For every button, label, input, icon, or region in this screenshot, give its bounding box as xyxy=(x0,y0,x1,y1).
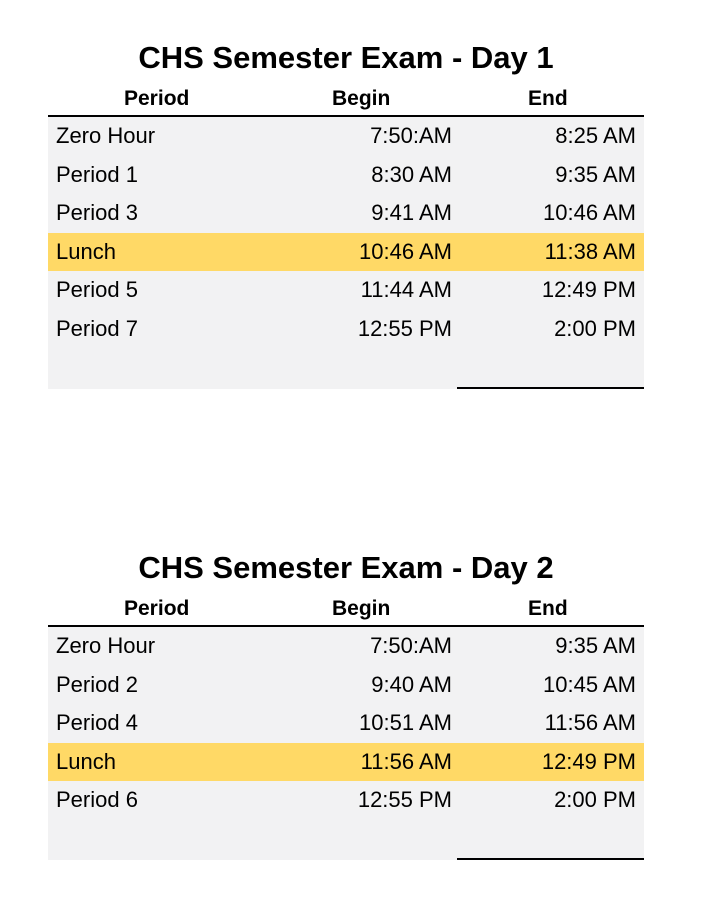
begin-time: 10:51 AM xyxy=(359,710,452,736)
begin-column-header: Begin xyxy=(332,597,391,620)
begin-column-header: Begin xyxy=(332,87,391,110)
blank-row xyxy=(48,820,644,860)
period-name: Period 6 xyxy=(56,787,138,813)
end-time: 10:46 AM xyxy=(543,200,636,226)
end-time: 11:56 AM xyxy=(544,710,636,736)
column-header-row xyxy=(48,78,644,117)
period-name: Period 1 xyxy=(56,161,138,187)
table-row xyxy=(48,743,644,782)
end-column-underline xyxy=(457,858,644,860)
schedule-day-2 xyxy=(48,548,644,860)
schedule-rows xyxy=(48,627,644,860)
table-row xyxy=(48,194,644,233)
begin-time: 11:44 AM xyxy=(360,277,452,303)
period-name: Lunch xyxy=(56,748,116,774)
end-time: 12:49 PM xyxy=(541,748,636,774)
table-row xyxy=(48,666,644,705)
end-column-header: End xyxy=(528,87,568,110)
begin-time: 7:50:AM xyxy=(370,123,452,148)
table-row xyxy=(48,310,644,349)
table-row xyxy=(48,627,644,666)
table-row xyxy=(48,233,644,272)
column-header-row xyxy=(48,588,644,627)
end-time: 9:35 AM xyxy=(555,161,636,187)
end-time: 11:38 AM xyxy=(544,238,636,264)
schedule-title: CHS Semester Exam - Day 2 xyxy=(138,550,554,585)
period-name: Period 7 xyxy=(56,315,138,341)
begin-time: 9:41 AM xyxy=(371,200,452,226)
begin-time: 7:50:AM xyxy=(370,633,452,658)
end-column-underline xyxy=(457,387,644,389)
period-column-header: Period xyxy=(124,597,190,620)
schedule-day-1 xyxy=(48,38,644,389)
period-name: Period 4 xyxy=(56,710,138,736)
period-name: Period 5 xyxy=(56,277,138,303)
table-row xyxy=(48,781,644,820)
period-name: Period 2 xyxy=(56,671,138,697)
table-row xyxy=(48,704,644,743)
table-row xyxy=(48,156,644,195)
period-name: Lunch xyxy=(56,238,116,264)
begin-time: 12:55 PM xyxy=(357,315,452,341)
table-row xyxy=(48,117,644,156)
end-column-header: End xyxy=(528,597,568,620)
end-time: 2:00 PM xyxy=(554,787,636,813)
begin-time: 11:56 AM xyxy=(360,748,452,774)
table-row xyxy=(48,271,644,310)
blank-row xyxy=(48,349,644,389)
begin-time: 12:55 PM xyxy=(357,787,452,813)
period-column-header: Period xyxy=(124,87,190,110)
schedule-title: CHS Semester Exam - Day 1 xyxy=(138,40,554,75)
end-time: 2:00 PM xyxy=(554,315,636,341)
end-time: 12:49 PM xyxy=(541,277,636,303)
period-name: Zero Hour xyxy=(56,123,156,148)
begin-time: 9:40 AM xyxy=(371,671,452,697)
end-time: 10:45 AM xyxy=(543,671,636,697)
schedule-rows xyxy=(48,117,644,389)
begin-time: 10:46 AM xyxy=(359,238,452,264)
period-name: Zero Hour xyxy=(56,633,156,658)
period-name: Period 3 xyxy=(56,200,138,226)
begin-time: 8:30 AM xyxy=(371,161,452,187)
end-time: 9:35 AM xyxy=(555,633,636,658)
end-time: 8:25 AM xyxy=(555,123,636,148)
